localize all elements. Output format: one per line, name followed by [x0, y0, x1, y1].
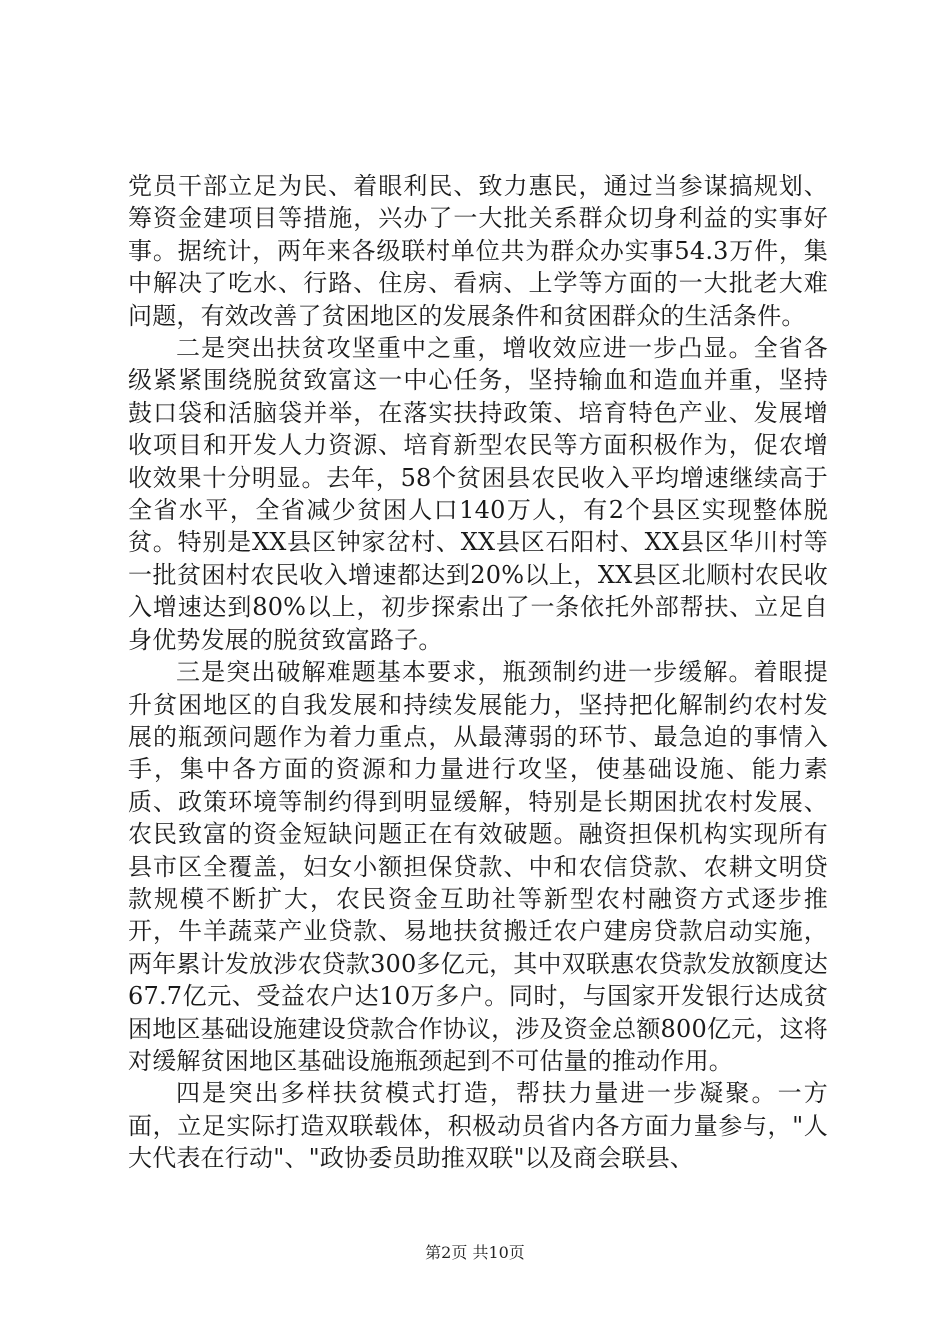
document-body — [128, 170, 828, 1175]
paragraph-2: 二是突出扶贫攻坚重中之重，增收效应进一步凸显。全省各级紧紧围绕脱贫致富这一中心任务，坚持输血和造血并重，坚持鼓口袋和活脑袋并举，在落实扶持政策、培育特色产业、发展增收项目和开发人力资源、培育新型农民等方面积极作为，促农增收效果十分明显。去年，58个贫困县农民收入平均增速继续高于全省水平，全省减少贫困人口140万人，有2个县区实现整体脱贫。特别是XX县区钟家岔村、XX县区石阳村、XX县区华川村等一批贫困村农民收入增速都达到20%以上，XX县区北顺村农民收入增速达到80%以上，初步探索出了一条依托外部帮扶、立足自身优势发展的脱贫致富路子。 — [128, 334, 828, 654]
paragraph-3: 三是突出破解难题基本要求，瓶颈制约进一步缓解。着眼提升贫困地区的自我发展和持续发展能力，坚持把化解制约农村发展的瓶颈问题作为着力重点，从最薄弱的环节、最急迫的事情入手，集中各方面的资源和力量进行攻坚，使基础设施、能力素质、政策环境等制约得到明显缓解，特别是长期困扰农村发展、农民致富的资金短缺问题正在有效破题。融资担保机构实现所有县市区全覆盖，妇女小额担保贷款、中和农信贷款、农耕文明贷款规模不断扩大，农民资金互助社等新型农村融资方式逐步推开，牛羊蔬菜产业贷款、易地扶贫搬迁农户建房贷款启动实施，两年累计发放涉农贷款300多亿元，其中双联惠农贷款发放额度达67.7亿元、受益农户达10万多户。同时，与国家开发银行达成贫困地区基础设施建设贷款合作协议，涉及资金总额800亿元，这将对缓解贫困地区基础设施瓶颈起到不可估量的推动作用。 — [128, 658, 828, 1075]
page-footer: 第2页 共10页 — [425, 1243, 525, 1262]
paragraph-4: 四是突出多样扶贫模式打造，帮扶力量进一步凝聚。一方面，立足实际打造双联载体，积极动员省内各方面力量参与，"人大代表在行动"、"政协委员助推双联"以及商会联县、 — [128, 1079, 828, 1173]
paragraph-1: 党员干部立足为民、着眼利民、致力惠民，通过当参谋搞规划、筹资金建项目等措施，兴办了一大批关系群众切身利益的实事好事。据统计，两年来各级联村单位共为群众办实事54.3万件，集中解决了吃水、行路、住房、看病、上学等方面的一大批老大难问题，有效改善了贫困地区的发展条件和贫困群众的生活条件。 — [128, 172, 828, 330]
